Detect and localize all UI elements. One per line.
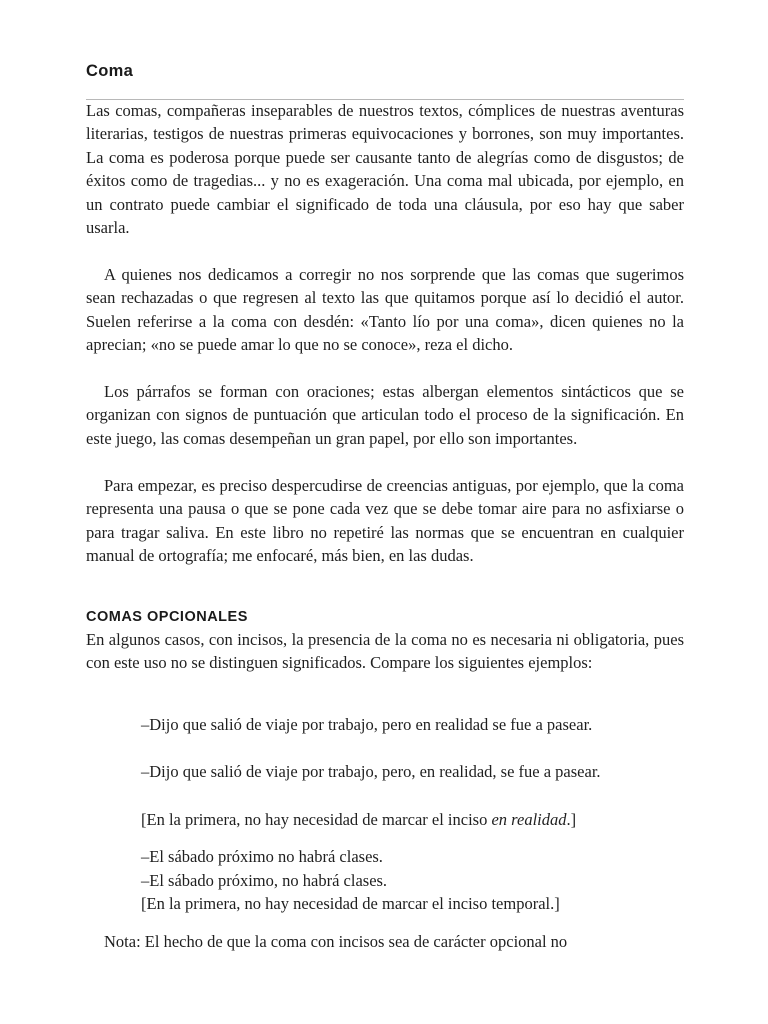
example-1b	[141, 760, 685, 783]
example-1a	[141, 713, 685, 736]
example-2a-text: –El sábado próximo no habrá clases.	[141, 847, 383, 866]
nota-paragraph	[86, 930, 684, 953]
example-2-note	[141, 892, 685, 915]
intro-paragraph-4	[86, 474, 684, 568]
example-1-note-after: .]	[566, 810, 577, 829]
intro-paragraph-1-text: Las comas, compañeras inseparables de nuestros textos, cómplices de nuestras aventuras literarias, testigos de nuestras primeras equivocaciones y borrones, son muy importantes. La coma es poderosa porque puede ser causante tanto de alegrías como de disgustos; de éxitos como de tragedias... y no es exageración. Una coma mal ubicada, por ejemplo, en un contrato puede cambiar el significado de toda una cláusula, por eso hay que saber usarla.	[86, 101, 684, 238]
section-intro-text: En algunos casos, con incisos, la presencia de la coma no es necesaria ni obligatoria, pues con este uso no se distinguen significados. Compare los siguientes ejemplos:	[86, 630, 684, 673]
nota-text: Nota: El hecho de que la coma con incisos sea de carácter opcional no	[104, 932, 568, 951]
section-intro	[86, 628, 684, 675]
section-heading: COMAS OPCIONALES	[86, 609, 248, 625]
example-1b-text: –Dijo que salió de viaje por trabajo, pero, en realidad, se fue a pasear.	[141, 762, 601, 781]
example-2a	[141, 845, 685, 868]
example-1a-text: –Dijo que salió de viaje por trabajo, pero en realidad se fue a pasear.	[141, 715, 593, 734]
example-1-note-italic: en realidad	[491, 810, 567, 829]
intro-paragraph-2-text: A quienes nos dedicamos a corregir no nos sorprende que las comas que sugerimos sean rechazadas o que regresen al texto las que quitamos porque así lo decidió el autor. Suelen referirse a la coma con desdén: «Tanto lío por una coma», dicen quienes no la aprecian; «no se puede amar lo que no se conoce», reza el dicho.	[86, 265, 684, 355]
example-1-note	[141, 808, 685, 831]
intro-paragraph-4-text: Para empezar, es preciso despercudirse de creencias antiguas, por ejemplo, que la coma representa una pausa o que se pone cada vez que se debe tomar aire para no asfixiarse o para tragar saliva. En este libro no repetiré las normas que se encuentran en cualquier manual de ortografía; me enfocaré, más bien, en las dudas.	[86, 476, 684, 566]
chapter-title: Coma	[86, 62, 134, 80]
example-2b	[141, 869, 685, 892]
intro-paragraph-3-text: Los párrafos se forman con oraciones; estas albergan elementos sintácticos que se organizan con signos de puntuación que articulan todo el proceso de la significación. En este juego, las comas desempeñan un gran papel, por ello son importantes.	[86, 382, 684, 448]
intro-paragraph-2	[86, 263, 684, 357]
intro-paragraph-1	[86, 99, 684, 239]
example-2-note-text: [En la primera, no hay necesidad de marcar el inciso temporal.]	[141, 894, 560, 913]
example-2b-text: –El sábado próximo, no habrá clases.	[141, 871, 388, 890]
example-1-note-before: [En la primera, no hay necesidad de marcar el inciso	[141, 810, 492, 829]
intro-paragraph-3	[86, 380, 684, 450]
